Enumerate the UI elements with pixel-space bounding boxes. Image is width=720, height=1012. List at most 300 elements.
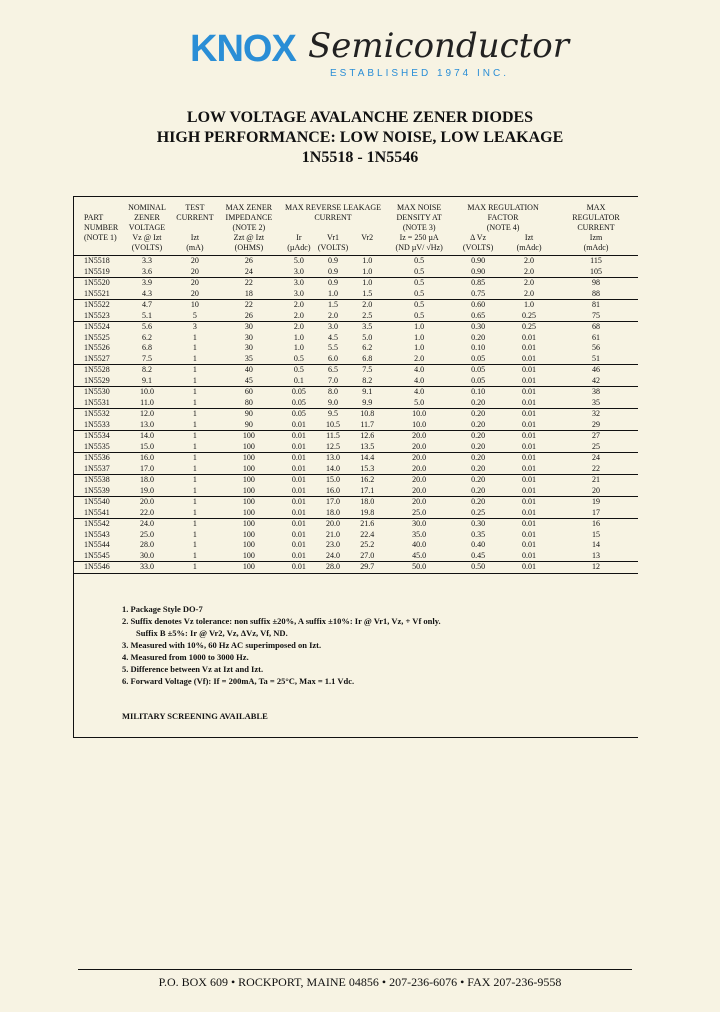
part-number-cell: 1N5519 <box>84 266 110 276</box>
hdr-part-1 <box>74 203 122 213</box>
hdr-unit-9: (mAdc) <box>504 243 554 256</box>
hdr-unit-0 <box>74 243 122 256</box>
value-cell: 0.01 <box>504 409 554 420</box>
value-cell: 0.01 <box>522 419 537 429</box>
value-cell: 105 <box>590 266 603 276</box>
value-cell: 0.01 <box>522 463 537 473</box>
value-cell: 0.25 <box>471 507 486 517</box>
value-cell: 20.0 <box>122 497 172 508</box>
value-cell: 0.01 <box>504 453 554 464</box>
value-cell: 30 <box>244 343 253 353</box>
hdr-unit-7: (ND µV/ √Hz) <box>386 243 452 256</box>
table-row <box>74 420 638 431</box>
value-cell: 0.01 <box>291 463 306 473</box>
value-cell: 0.5 <box>414 266 425 276</box>
value-cell: 0.20 <box>452 453 504 464</box>
value-cell: 0.60 <box>452 300 504 311</box>
value-cell: 0.01 <box>291 507 306 517</box>
value-cell: 0.01 <box>522 550 537 560</box>
value-cell: 3.5 <box>348 322 386 333</box>
value-cell: 3.0 <box>280 278 318 289</box>
value-cell: 0.01 <box>280 431 318 442</box>
value-cell: 0.5 <box>386 300 452 311</box>
value-cell: 2.0 <box>524 288 535 298</box>
value-cell: 0.20 <box>471 441 486 451</box>
table-row <box>74 486 638 497</box>
value-cell: 3.0 <box>293 288 304 298</box>
value-cell: 2.0 <box>328 310 339 320</box>
value-cell: 2.0 <box>414 353 425 363</box>
table-row <box>74 453 638 464</box>
value-cell: 16.0 <box>326 485 341 495</box>
hdr-nominal-1: NOMINAL <box>128 203 166 212</box>
value-cell: 0.01 <box>522 540 537 550</box>
military-screening: MILITARY SCREENING AVAILABLE <box>122 711 268 721</box>
value-cell: 1 <box>192 419 197 429</box>
hdr-test-1: TEST <box>185 203 205 212</box>
value-cell: 22.0 <box>139 507 154 517</box>
value-cell: 20.0 <box>412 463 427 473</box>
value-cell: 100 <box>218 519 280 530</box>
value-cell: 16 <box>554 519 638 530</box>
part-number-cell: 1N5539 <box>84 485 110 495</box>
value-cell: 14.0 <box>326 463 341 473</box>
value-cell: 0.05 <box>291 397 306 407</box>
value-cell: 100 <box>218 431 280 442</box>
table-row <box>74 354 638 365</box>
value-cell: 42 <box>592 375 601 385</box>
hdr-zener-2: IMPEDANCE <box>225 213 273 222</box>
part-number-cell: 1N5541 <box>84 507 110 517</box>
value-cell: 22 <box>218 300 280 311</box>
value-cell: 26 <box>244 310 253 320</box>
value-cell: 0.10 <box>471 343 486 353</box>
table-row <box>74 562 638 574</box>
value-cell: 20 <box>190 256 199 266</box>
title-line-1: LOW VOLTAGE AVALANCHE ZENER DIODES <box>186 109 534 126</box>
value-cell: 1.0 <box>293 343 304 353</box>
value-cell: 0.01 <box>280 519 318 530</box>
notes <box>122 603 441 687</box>
value-cell: 0.45 <box>471 550 486 560</box>
value-cell: 0.20 <box>452 431 504 442</box>
table-row <box>74 497 638 508</box>
table-row <box>74 409 638 420</box>
value-cell: 11.5 <box>318 431 348 442</box>
value-cell: 1 <box>172 387 218 398</box>
value-cell: 3.6 <box>141 266 152 276</box>
value-cell: 29.7 <box>348 562 386 574</box>
value-cell: 14.0 <box>122 431 172 442</box>
value-cell: 24 <box>244 266 253 276</box>
value-cell: 1 <box>192 343 197 353</box>
value-cell: 2.0 <box>280 300 318 311</box>
value-cell: 0.5 <box>414 288 425 298</box>
hdr-noise-3: (NOTE 3) <box>402 223 436 232</box>
value-cell: 10.0 <box>412 419 427 429</box>
part-number-cell: 1N5537 <box>84 463 110 473</box>
value-cell: 100 <box>242 485 255 495</box>
value-cell: 1 <box>192 540 197 550</box>
value-cell: 0.05 <box>471 375 486 385</box>
value-cell: 0.5 <box>293 353 304 363</box>
value-cell: 19.0 <box>139 485 154 495</box>
value-cell: 19.8 <box>360 507 375 517</box>
hdr-unit-2: (mA) <box>172 243 218 256</box>
value-cell: 0.25 <box>522 310 537 320</box>
value-cell: 0.01 <box>504 431 554 442</box>
value-cell: 24.0 <box>122 519 172 530</box>
value-cell: 0.20 <box>452 475 504 486</box>
value-cell: 0.20 <box>471 332 486 342</box>
hdr-max-current-1: MAX <box>586 203 606 212</box>
value-cell: 1.0 <box>362 266 373 276</box>
table-row <box>74 551 638 562</box>
value-cell: 1.0 <box>386 322 452 333</box>
value-cell: 30.0 <box>139 550 154 560</box>
value-cell: 7.0 <box>328 375 339 385</box>
value-cell: 14 <box>592 540 601 550</box>
value-cell: 1 <box>192 441 197 451</box>
table-row <box>74 333 638 344</box>
value-cell: 1.0 <box>362 256 373 266</box>
value-cell: 0.9 <box>328 256 339 266</box>
part-number-cell: 1N5536 <box>74 453 122 464</box>
value-cell: 0.5 <box>414 310 425 320</box>
value-cell: 6.0 <box>328 353 339 363</box>
value-cell: 1 <box>192 507 197 517</box>
note-2-continued: Suffix B ±5%: Ir @ Vr2, Vz, ΔVz, Vf, ND. <box>136 628 288 638</box>
value-cell: 6.8 <box>362 353 373 363</box>
value-cell: 0.01 <box>280 497 318 508</box>
value-cell: 21 <box>554 475 638 486</box>
value-cell: 0.01 <box>522 507 537 517</box>
value-cell: 0.05 <box>471 353 486 363</box>
value-cell: 20 <box>592 485 601 495</box>
value-cell: 81 <box>554 300 638 311</box>
value-cell: 9.9 <box>362 397 373 407</box>
value-cell: 1.0 <box>293 332 304 342</box>
part-number-cell: 1N5528 <box>74 365 122 376</box>
value-cell: 23.0 <box>326 540 341 550</box>
value-cell: 5.0 <box>293 256 304 266</box>
value-cell: 0.20 <box>471 463 486 473</box>
document-title <box>0 108 720 168</box>
value-cell: 0.01 <box>291 529 306 539</box>
value-cell: 20.0 <box>386 431 452 442</box>
hdr-noise-2: DENSITY AT <box>396 213 442 222</box>
part-number-cell: 1N5540 <box>74 497 122 508</box>
value-cell: 100 <box>242 529 255 539</box>
spec-table-body <box>74 256 638 574</box>
table-row <box>74 376 638 387</box>
hdr-part-2: PART <box>84 213 104 222</box>
part-number-cell: 1N5544 <box>84 540 110 550</box>
value-cell: 7.5 <box>141 353 152 363</box>
value-cell: 1 <box>172 475 218 486</box>
spec-table <box>74 203 638 574</box>
hdr-ir: Ir <box>296 233 302 242</box>
hdr-leakage-2: CURRENT <box>314 213 352 222</box>
value-cell: 1 <box>192 550 197 560</box>
value-cell: 0.01 <box>280 562 318 574</box>
hdr-leakage-3 <box>280 223 386 233</box>
value-cell: 13 <box>592 550 601 560</box>
value-cell: 18.0 <box>348 497 386 508</box>
value-cell: 2.0 <box>524 266 535 276</box>
value-cell: 0.30 <box>452 519 504 530</box>
value-cell: 5.0 <box>414 397 425 407</box>
value-cell: 11.0 <box>140 397 154 407</box>
value-cell: 24.0 <box>326 550 341 560</box>
part-number-cell: 1N5532 <box>74 409 122 420</box>
table-row <box>74 256 638 267</box>
value-cell: 12.6 <box>348 431 386 442</box>
value-cell: 20.0 <box>412 441 427 451</box>
value-cell: 100 <box>218 475 280 486</box>
value-cell: 13.0 <box>318 453 348 464</box>
value-cell: 0.01 <box>280 475 318 486</box>
value-cell: 25.2 <box>360 540 375 550</box>
value-cell: 0.5 <box>414 256 425 266</box>
value-cell: 0.01 <box>504 562 554 574</box>
value-cell: 7.5 <box>348 365 386 376</box>
hdr-part-4: (NOTE 1) <box>84 233 117 242</box>
value-cell: 75 <box>592 310 601 320</box>
value-cell: 28.0 <box>139 540 154 550</box>
value-cell: 0.01 <box>291 540 306 550</box>
value-cell: 25.0 <box>139 529 154 539</box>
hdr-vr1: Vr1 <box>327 233 340 242</box>
value-cell: 1.0 <box>414 343 425 353</box>
hdr-vz: Vz @ Izt <box>132 233 162 242</box>
value-cell: 6.2 <box>141 332 152 342</box>
part-number-cell: 1N5523 <box>84 310 110 320</box>
value-cell: 0.20 <box>471 419 486 429</box>
value-cell: 0.01 <box>291 485 306 495</box>
value-cell: 0.01 <box>504 365 554 376</box>
value-cell: 1 <box>192 397 197 407</box>
value-cell: 15.0 <box>318 475 348 486</box>
value-cell: 5.6 <box>122 322 172 333</box>
value-cell: 100 <box>242 463 255 473</box>
hdr-regulation-1: MAX REGULATION <box>467 203 539 212</box>
value-cell: 0.01 <box>522 375 537 385</box>
value-cell: 10.0 <box>386 409 452 420</box>
value-cell: 0.5 <box>386 278 452 289</box>
part-number-cell: 1N5542 <box>74 519 122 530</box>
value-cell: 0.01 <box>522 485 537 495</box>
value-cell: 16.0 <box>122 453 172 464</box>
part-number-cell: 1N5530 <box>74 387 122 398</box>
value-cell: 2.0 <box>504 278 554 289</box>
logo-tagline: ESTABLISHED 1974 INC. <box>330 68 509 79</box>
value-cell: 10.5 <box>326 419 341 429</box>
table-row <box>74 387 638 398</box>
table-row <box>74 398 638 409</box>
value-cell: 18.0 <box>326 507 341 517</box>
part-number-cell: 1N5538 <box>74 475 122 486</box>
value-cell: 68 <box>554 322 638 333</box>
value-cell: 5.0 <box>362 332 373 342</box>
value-cell: 25 <box>592 441 601 451</box>
value-cell: 20 <box>190 288 199 298</box>
hdr-zzt: Zzt @ Izt <box>233 233 265 242</box>
value-cell: 40.0 <box>412 540 427 550</box>
value-cell: 0.01 <box>291 419 306 429</box>
value-cell: 0.01 <box>522 353 537 363</box>
value-cell: 100 <box>242 550 255 560</box>
value-cell: 35.0 <box>412 529 427 539</box>
value-cell: 1.5 <box>318 300 348 311</box>
value-cell: 20 <box>190 266 199 276</box>
value-cell: 18 <box>244 288 253 298</box>
value-cell: 1.0 <box>414 332 425 342</box>
value-cell: 0.20 <box>452 409 504 420</box>
value-cell: 0.30 <box>452 322 504 333</box>
value-cell: 0.01 <box>522 529 537 539</box>
value-cell: 1.5 <box>362 288 373 298</box>
value-cell: 0.20 <box>471 397 486 407</box>
value-cell: 18.0 <box>122 475 172 486</box>
value-cell: 0.40 <box>471 540 486 550</box>
value-cell: 10.0 <box>122 387 172 398</box>
table-row <box>74 442 638 453</box>
table-row <box>74 267 638 278</box>
company-logo <box>190 22 570 84</box>
value-cell: 0.01 <box>280 453 318 464</box>
value-cell: 1 <box>192 332 197 342</box>
value-cell: 0.01 <box>504 497 554 508</box>
value-cell: 35 <box>244 353 253 363</box>
value-cell: 35 <box>592 397 601 407</box>
table-row <box>74 508 638 519</box>
value-cell: 38 <box>554 387 638 398</box>
hdr-izt: Izt <box>190 233 200 242</box>
logo-wordmark: Semiconductor <box>308 26 570 66</box>
part-number-cell: 1N5525 <box>84 332 110 342</box>
value-cell: 3.0 <box>318 322 348 333</box>
value-cell: 15 <box>592 529 601 539</box>
table-row <box>74 365 638 376</box>
part-number-cell: 1N5518 <box>84 256 110 266</box>
part-number-cell: 1N5526 <box>84 343 110 353</box>
hdr-iz: Iz = 250 µA <box>399 233 439 242</box>
value-cell: 1 <box>172 431 218 442</box>
value-cell: 98 <box>554 278 638 289</box>
hdr-delta-vz: Δ Vz <box>470 233 487 242</box>
value-cell: 0.85 <box>452 278 504 289</box>
value-cell: 6.5 <box>318 365 348 376</box>
table-row <box>74 464 638 475</box>
value-cell: 1 <box>192 375 197 385</box>
value-cell: 0.10 <box>452 387 504 398</box>
hdr-vr2: Vr2 <box>361 233 374 242</box>
value-cell: 5.1 <box>141 310 152 320</box>
value-cell: 0.01 <box>504 475 554 486</box>
hdr-nominal-2: ZENER <box>134 213 160 222</box>
value-cell: 12.0 <box>122 409 172 420</box>
hdr-unit-1: (VOLTS) <box>122 243 172 256</box>
table-row <box>74 289 638 300</box>
value-cell: 12 <box>554 562 638 574</box>
value-cell: 0.01 <box>522 441 537 451</box>
value-cell: 1.0 <box>328 288 339 298</box>
part-number-cell: 1N5534 <box>74 431 122 442</box>
value-cell: 5 <box>192 310 197 320</box>
value-cell: 20.0 <box>412 485 427 495</box>
value-cell: 24 <box>554 453 638 464</box>
value-cell: 30 <box>218 322 280 333</box>
value-cell: 6.2 <box>362 343 373 353</box>
value-cell: 40 <box>218 365 280 376</box>
part-number-cell: 1N5543 <box>84 529 110 539</box>
value-cell: 0.65 <box>471 310 486 320</box>
value-cell: 88 <box>592 288 601 298</box>
value-cell: 0.50 <box>452 562 504 574</box>
value-cell: 17.1 <box>360 485 375 495</box>
value-cell: 2.0 <box>524 256 535 266</box>
hdr-izm: Izm <box>589 233 603 242</box>
note-2: 2. Suffix denotes Vz tolerance: non suffix ±20%, A suffix ±10%: Ir @ Vr1, Vz, + Vf only. <box>122 616 441 626</box>
value-cell: 22 <box>218 278 280 289</box>
value-cell: 61 <box>592 332 601 342</box>
hdr-unit-6 <box>348 243 386 256</box>
value-cell: 115 <box>590 256 602 266</box>
value-cell: 90 <box>218 409 280 420</box>
note-5: 5. Difference between Vz at Izt and Izt. <box>122 664 264 674</box>
hdr-max-current-3: CURRENT <box>577 223 615 232</box>
value-cell: 0.05 <box>280 387 318 398</box>
value-cell: 25.0 <box>412 507 427 517</box>
value-cell: 100 <box>218 453 280 464</box>
value-cell: 80 <box>244 397 253 407</box>
value-cell: 0.01 <box>291 550 306 560</box>
value-cell: 10.8 <box>348 409 386 420</box>
value-cell: 1 <box>192 529 197 539</box>
part-number-cell: 1N5535 <box>84 441 110 451</box>
title-line-3: 1N5518 - 1N5546 <box>301 149 419 166</box>
value-cell: 0.20 <box>452 497 504 508</box>
part-number-cell: 1N5522 <box>74 300 122 311</box>
value-cell: 45 <box>244 375 253 385</box>
value-cell: 46 <box>554 365 638 376</box>
value-cell: 9.1 <box>141 375 152 385</box>
value-cell: 4.3 <box>141 288 152 298</box>
value-cell: 27.0 <box>360 550 375 560</box>
value-cell: 0.5 <box>280 365 318 376</box>
value-cell: 0.01 <box>504 519 554 530</box>
value-cell: 4.0 <box>386 365 452 376</box>
value-cell: 1 <box>172 453 218 464</box>
note-4: 4. Measured from 1000 to 3000 Hz. <box>122 652 249 662</box>
value-cell: 0.35 <box>471 529 486 539</box>
value-cell: 0.9 <box>328 266 339 276</box>
value-cell: 2.0 <box>280 322 318 333</box>
value-cell: 22 <box>592 463 601 473</box>
hdr-regulation-2: FACTOR <box>487 213 519 222</box>
value-cell: 1.0 <box>504 300 554 311</box>
hdr-unit-5: (VOLTS) <box>318 243 348 256</box>
hdr-part-3: NUMBER <box>84 223 119 232</box>
value-cell: 1 <box>172 497 218 508</box>
value-cell: 0.90 <box>471 256 486 266</box>
value-cell: 11.7 <box>360 419 375 429</box>
part-number-cell: 1N5529 <box>84 375 110 385</box>
value-cell: 45.0 <box>412 550 427 560</box>
logo-brand: KNOX <box>190 28 296 70</box>
value-cell: 1.0 <box>348 278 386 289</box>
